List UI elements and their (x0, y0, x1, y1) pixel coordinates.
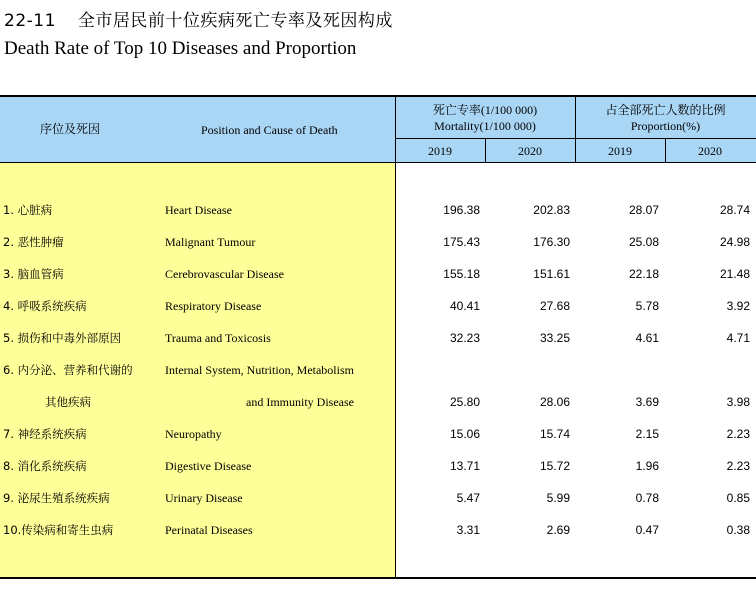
header-year-mortality-2019: 2019 (428, 144, 452, 158)
proportion-2019-value: 2.15 (635, 427, 659, 441)
cause-zh: 2. 恶性肿瘤 (3, 235, 64, 249)
proportion-2019-value: 0.78 (635, 491, 659, 505)
header-mortality-zh: 死亡专率(1/100 000) (432, 103, 538, 117)
title-zh: 全市居民前十位疾病死亡专率及死因构成 (77, 11, 393, 31)
mortality-2019-value: 155.18 (443, 267, 480, 281)
mortality-2019-value: 25.80 (449, 395, 480, 409)
bottom-rule (0, 577, 756, 579)
proportion-2020-value: 28.74 (719, 203, 750, 217)
cause-en: Malignant Tumour (165, 235, 256, 249)
header-proportion-en: Proportion(%) (630, 119, 701, 133)
cause-zh: 6. 内分泌、营养和代谢的 (3, 363, 133, 377)
mortality-2020-value: 202.83 (533, 203, 570, 217)
cause-zh: 1. 心脏病 (3, 203, 53, 217)
table-row (0, 226, 756, 258)
mortality-2020-value: 176.30 (533, 235, 570, 249)
mortality-2019-value: 3.31 (456, 523, 480, 537)
cause-en: Perinatal Diseases (165, 523, 253, 537)
cause-en: Heart Disease (165, 203, 232, 217)
mortality-2019-value: 196.38 (443, 203, 480, 217)
table-row (0, 354, 756, 386)
cause-en: Internal System, Nutrition, Metabolism (165, 363, 354, 377)
mortality-2020-value: 151.61 (533, 267, 570, 281)
table-number: 22-11 (4, 11, 56, 31)
table-number-and-title (4, 6, 393, 31)
cause-en: Neuropathy (165, 427, 222, 441)
header-year-proportion-2019: 2019 (608, 144, 632, 158)
title-en: Death Rate of Top 10 Diseases and Proportion (4, 38, 357, 59)
mortality-2019-value: 15.06 (449, 427, 480, 441)
cause-en: Trauma and Toxicosis (165, 331, 271, 345)
header-year-proportion-2020: 2020 (698, 144, 722, 158)
proportion-2019-value: 25.08 (628, 235, 659, 249)
mortality-2019-value: 175.43 (443, 235, 480, 249)
mortality-2019-value: 13.71 (449, 459, 480, 473)
table-row (0, 482, 756, 514)
cause-zh: 10.传染病和寄生虫病 (3, 523, 114, 537)
mortality-2020-value: 15.72 (539, 459, 570, 473)
proportion-2020-value: 3.92 (726, 299, 750, 313)
mortality-2020-value: 33.25 (539, 331, 570, 345)
cause-zh: 8. 消化系统疾病 (3, 459, 87, 473)
header-cause-en: Position and Cause of Death (201, 123, 338, 137)
proportion-2019-value: 4.61 (635, 331, 659, 345)
table-row (0, 322, 756, 354)
proportion-2020-value: 2.23 (726, 459, 750, 473)
cause-en: and Immunity Disease (246, 395, 354, 409)
table-row (0, 258, 756, 290)
proportion-2019-value: 1.96 (635, 459, 659, 473)
header-proportion-zh: 占全部死亡人数的比例 (605, 103, 726, 117)
mortality-2020-value: 15.74 (539, 427, 570, 441)
cause-zh: 9. 泌尿生殖系统疾病 (3, 491, 110, 505)
cause-zh: 7. 神经系统疾病 (3, 427, 87, 441)
mortality-2019-value: 5.47 (456, 491, 480, 505)
table-row (0, 514, 756, 546)
proportion-2019-value: 28.07 (628, 203, 659, 217)
proportion-2020-value: 2.23 (726, 427, 750, 441)
cause-en: Urinary Disease (165, 491, 243, 505)
cause-en: Respiratory Disease (165, 299, 262, 313)
header-rank-cause-zh: 序位及死因 (40, 122, 101, 136)
mortality-2020-value: 27.68 (539, 299, 570, 313)
header-rule (0, 162, 756, 163)
mortality-2020-value: 28.06 (539, 395, 570, 409)
proportion-2020-value: 3.98 (726, 395, 750, 409)
header-mortality-en: Mortality(1/100 000) (434, 119, 536, 133)
proportion-2020-value: 0.85 (726, 491, 750, 505)
cause-zh: 3. 脑血管病 (3, 267, 64, 281)
cause-en: Digestive Disease (165, 459, 252, 473)
table-row (0, 290, 756, 322)
table-row (0, 386, 756, 418)
proportion-2019-value: 22.18 (628, 267, 659, 281)
proportion-2020-value: 4.71 (726, 331, 750, 345)
proportion-2019-value: 3.69 (635, 395, 659, 409)
mortality-2019-value: 40.41 (449, 299, 480, 313)
table-row (0, 194, 756, 226)
table-row (0, 450, 756, 482)
header-year-mortality-2020: 2020 (518, 144, 542, 158)
cause-zh: 5. 损伤和中毒外部原因 (3, 331, 122, 345)
cause-zh: 其他疾病 (45, 395, 91, 409)
proportion-2019-value: 5.78 (635, 299, 659, 313)
mortality-2020-value: 5.99 (546, 491, 570, 505)
cause-en: Cerebrovascular Disease (165, 267, 284, 281)
mortality-2019-value: 32.23 (449, 331, 480, 345)
table-row (0, 418, 756, 450)
proportion-2020-value: 21.48 (719, 267, 750, 281)
top-rule (0, 95, 756, 97)
proportion-2020-value: 24.98 (719, 235, 750, 249)
proportion-2019-value: 0.47 (635, 523, 659, 537)
mortality-2020-value: 2.69 (546, 523, 570, 537)
cause-zh: 4. 呼吸系统疾病 (3, 299, 87, 313)
proportion-2020-value: 0.38 (726, 523, 750, 537)
